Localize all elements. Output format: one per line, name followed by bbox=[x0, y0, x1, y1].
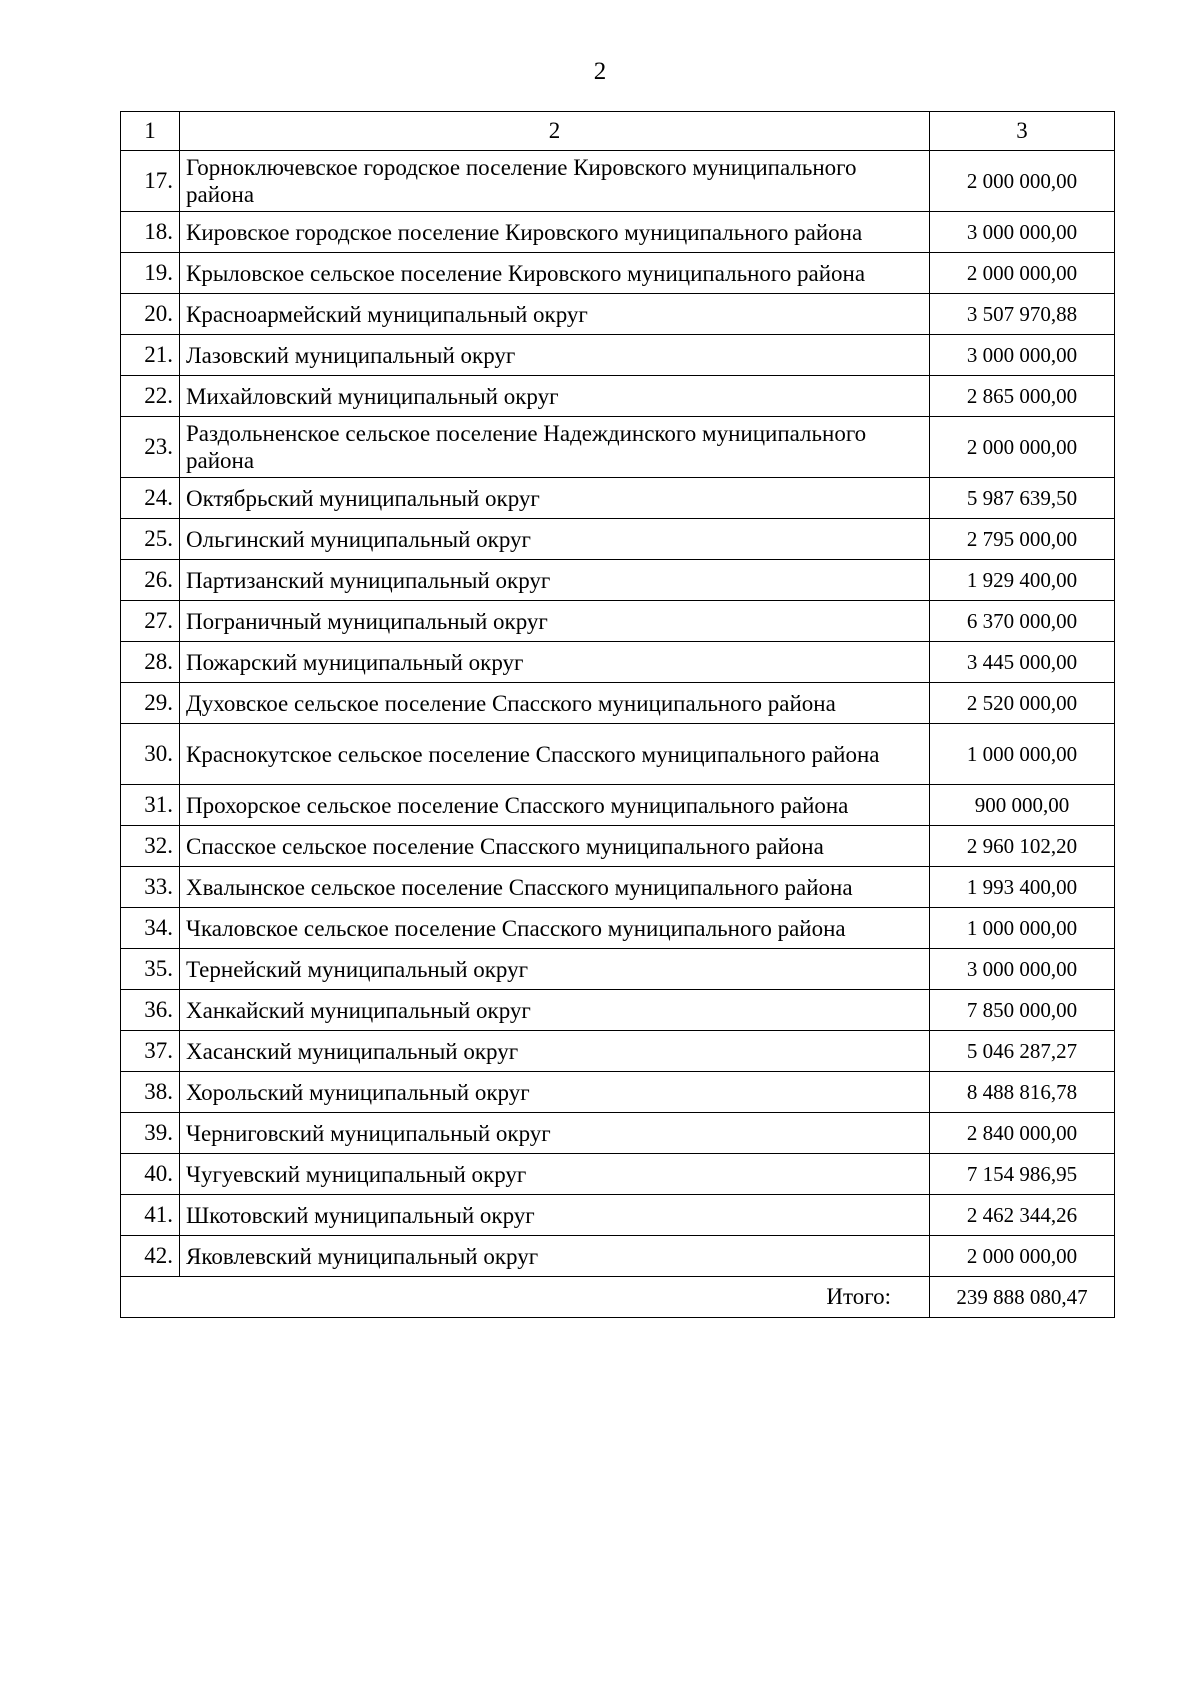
allocation-amount: 7 154 986,95 bbox=[930, 1154, 1115, 1195]
total-amount: 239 888 080,47 bbox=[930, 1277, 1115, 1318]
allocation-amount: 8 488 816,78 bbox=[930, 1072, 1115, 1113]
row-number: 41. bbox=[121, 1195, 180, 1236]
allocation-amount: 2 000 000,00 bbox=[930, 151, 1115, 212]
allocation-amount: 6 370 000,00 bbox=[930, 601, 1115, 642]
table-row bbox=[121, 1236, 1115, 1277]
table-row bbox=[121, 826, 1115, 867]
row-number: 39. bbox=[121, 1113, 180, 1154]
row-number: 18. bbox=[121, 212, 180, 253]
row-number: 38. bbox=[121, 1072, 180, 1113]
municipality-name: Чкаловское сельское поселение Спасского муниципального района bbox=[180, 908, 930, 949]
municipality-name: Партизанский муниципальный округ bbox=[180, 560, 930, 601]
municipality-name: Раздольненское сельское поселение Надеждинского муниципального района bbox=[180, 417, 930, 478]
municipality-name: Чугуевский муниципальный округ bbox=[180, 1154, 930, 1195]
allocation-amount: 2 795 000,00 bbox=[930, 519, 1115, 560]
row-number: 36. bbox=[121, 990, 180, 1031]
row-number: 20. bbox=[121, 294, 180, 335]
municipality-name: Лазовский муниципальный округ bbox=[180, 335, 930, 376]
municipality-name: Шкотовский муниципальный округ bbox=[180, 1195, 930, 1236]
allocation-amount: 2 520 000,00 bbox=[930, 683, 1115, 724]
table-row bbox=[121, 519, 1115, 560]
allocation-amount: 2 840 000,00 bbox=[930, 1113, 1115, 1154]
allocation-amount: 3 000 000,00 bbox=[930, 212, 1115, 253]
municipality-name: Черниговский муниципальный округ bbox=[180, 1113, 930, 1154]
row-number: 27. bbox=[121, 601, 180, 642]
allocation-amount: 2 000 000,00 bbox=[930, 1236, 1115, 1277]
municipality-name: Кировское городское поселение Кировского муниципального района bbox=[180, 212, 930, 253]
municipality-name: Ханкайский муниципальный округ bbox=[180, 990, 930, 1031]
table-row bbox=[121, 990, 1115, 1031]
table-row bbox=[121, 1031, 1115, 1072]
municipality-name: Прохорское сельское поселение Спасского муниципального района bbox=[180, 785, 930, 826]
table-row bbox=[121, 601, 1115, 642]
municipality-name: Ольгинский муниципальный округ bbox=[180, 519, 930, 560]
row-number: 23. bbox=[121, 417, 180, 478]
row-number: 34. bbox=[121, 908, 180, 949]
allocation-table bbox=[120, 111, 1115, 1318]
municipality-name: Пограничный муниципальный округ bbox=[180, 601, 930, 642]
column-header-2: 2 bbox=[180, 112, 930, 151]
table-row bbox=[121, 1113, 1115, 1154]
table-row bbox=[121, 376, 1115, 417]
column-header-1: 1 bbox=[121, 112, 180, 151]
municipality-name: Красноармейский муниципальный округ bbox=[180, 294, 930, 335]
row-number: 35. bbox=[121, 949, 180, 990]
table-row bbox=[121, 417, 1115, 478]
municipality-name: Духовское сельское поселение Спасского муниципального района bbox=[180, 683, 930, 724]
municipality-name: Краснокутское сельское поселение Спасского муниципального района bbox=[180, 724, 930, 785]
table-row bbox=[121, 1072, 1115, 1113]
total-label: Итого: bbox=[121, 1277, 930, 1318]
row-number: 32. bbox=[121, 826, 180, 867]
allocation-amount: 3 000 000,00 bbox=[930, 335, 1115, 376]
allocation-amount: 1 000 000,00 bbox=[930, 908, 1115, 949]
municipality-name: Октябрьский муниципальный округ bbox=[180, 478, 930, 519]
row-number: 37. bbox=[121, 1031, 180, 1072]
allocation-amount: 3 000 000,00 bbox=[930, 949, 1115, 990]
municipality-name: Хорольский муниципальный округ bbox=[180, 1072, 930, 1113]
row-number: 33. bbox=[121, 867, 180, 908]
table-row bbox=[121, 683, 1115, 724]
municipality-name: Яковлевский муниципальный округ bbox=[180, 1236, 930, 1277]
row-number: 42. bbox=[121, 1236, 180, 1277]
allocation-amount: 3 507 970,88 bbox=[930, 294, 1115, 335]
table-row bbox=[121, 642, 1115, 683]
row-number: 31. bbox=[121, 785, 180, 826]
table-row bbox=[121, 478, 1115, 519]
table-row bbox=[121, 294, 1115, 335]
table-row bbox=[121, 253, 1115, 294]
allocation-amount: 5 987 639,50 bbox=[930, 478, 1115, 519]
table-row bbox=[121, 1195, 1115, 1236]
municipality-name: Тернейский муниципальный округ bbox=[180, 949, 930, 990]
row-number: 22. bbox=[121, 376, 180, 417]
municipality-name: Горноключевское городское поселение Кировского муниципального района bbox=[180, 151, 930, 212]
column-header-3: 3 bbox=[930, 112, 1115, 151]
total-row bbox=[121, 1277, 1115, 1318]
row-number: 17. bbox=[121, 151, 180, 212]
allocation-amount: 2 865 000,00 bbox=[930, 376, 1115, 417]
municipality-name: Михайловский муниципальный округ bbox=[180, 376, 930, 417]
allocation-amount: 2 000 000,00 bbox=[930, 253, 1115, 294]
municipality-name: Хасанский муниципальный округ bbox=[180, 1031, 930, 1072]
table-row bbox=[121, 949, 1115, 990]
table-row bbox=[121, 335, 1115, 376]
allocation-amount: 2 960 102,20 bbox=[930, 826, 1115, 867]
allocation-amount: 2 462 344,26 bbox=[930, 1195, 1115, 1236]
table-row bbox=[121, 560, 1115, 601]
table-row bbox=[121, 908, 1115, 949]
table-row bbox=[121, 151, 1115, 212]
municipality-name: Крыловское сельское поселение Кировского муниципального района bbox=[180, 253, 930, 294]
row-number: 40. bbox=[121, 1154, 180, 1195]
row-number: 19. bbox=[121, 253, 180, 294]
allocation-amount: 900 000,00 bbox=[930, 785, 1115, 826]
table-row bbox=[121, 867, 1115, 908]
row-number: 25. bbox=[121, 519, 180, 560]
row-number: 26. bbox=[121, 560, 180, 601]
allocation-amount: 3 445 000,00 bbox=[930, 642, 1115, 683]
row-number: 30. bbox=[121, 724, 180, 785]
allocation-amount: 1 929 400,00 bbox=[930, 560, 1115, 601]
municipality-name: Хвалынское сельское поселение Спасского муниципального района bbox=[180, 867, 930, 908]
municipality-name: Пожарский муниципальный округ bbox=[180, 642, 930, 683]
allocation-amount: 5 046 287,27 bbox=[930, 1031, 1115, 1072]
table-row bbox=[121, 212, 1115, 253]
row-number: 21. bbox=[121, 335, 180, 376]
table-row bbox=[121, 785, 1115, 826]
municipality-name: Спасское сельское поселение Спасского муниципального района bbox=[180, 826, 930, 867]
allocation-amount: 7 850 000,00 bbox=[930, 990, 1115, 1031]
row-number: 24. bbox=[121, 478, 180, 519]
allocation-amount: 2 000 000,00 bbox=[930, 417, 1115, 478]
page-number: 2 bbox=[593, 58, 607, 85]
table-row bbox=[121, 724, 1115, 785]
row-number: 28. bbox=[121, 642, 180, 683]
allocation-amount: 1 993 400,00 bbox=[930, 867, 1115, 908]
row-number: 29. bbox=[121, 683, 180, 724]
allocation-amount: 1 000 000,00 bbox=[930, 724, 1115, 785]
table-row bbox=[121, 1154, 1115, 1195]
table-header-row bbox=[121, 112, 1115, 151]
